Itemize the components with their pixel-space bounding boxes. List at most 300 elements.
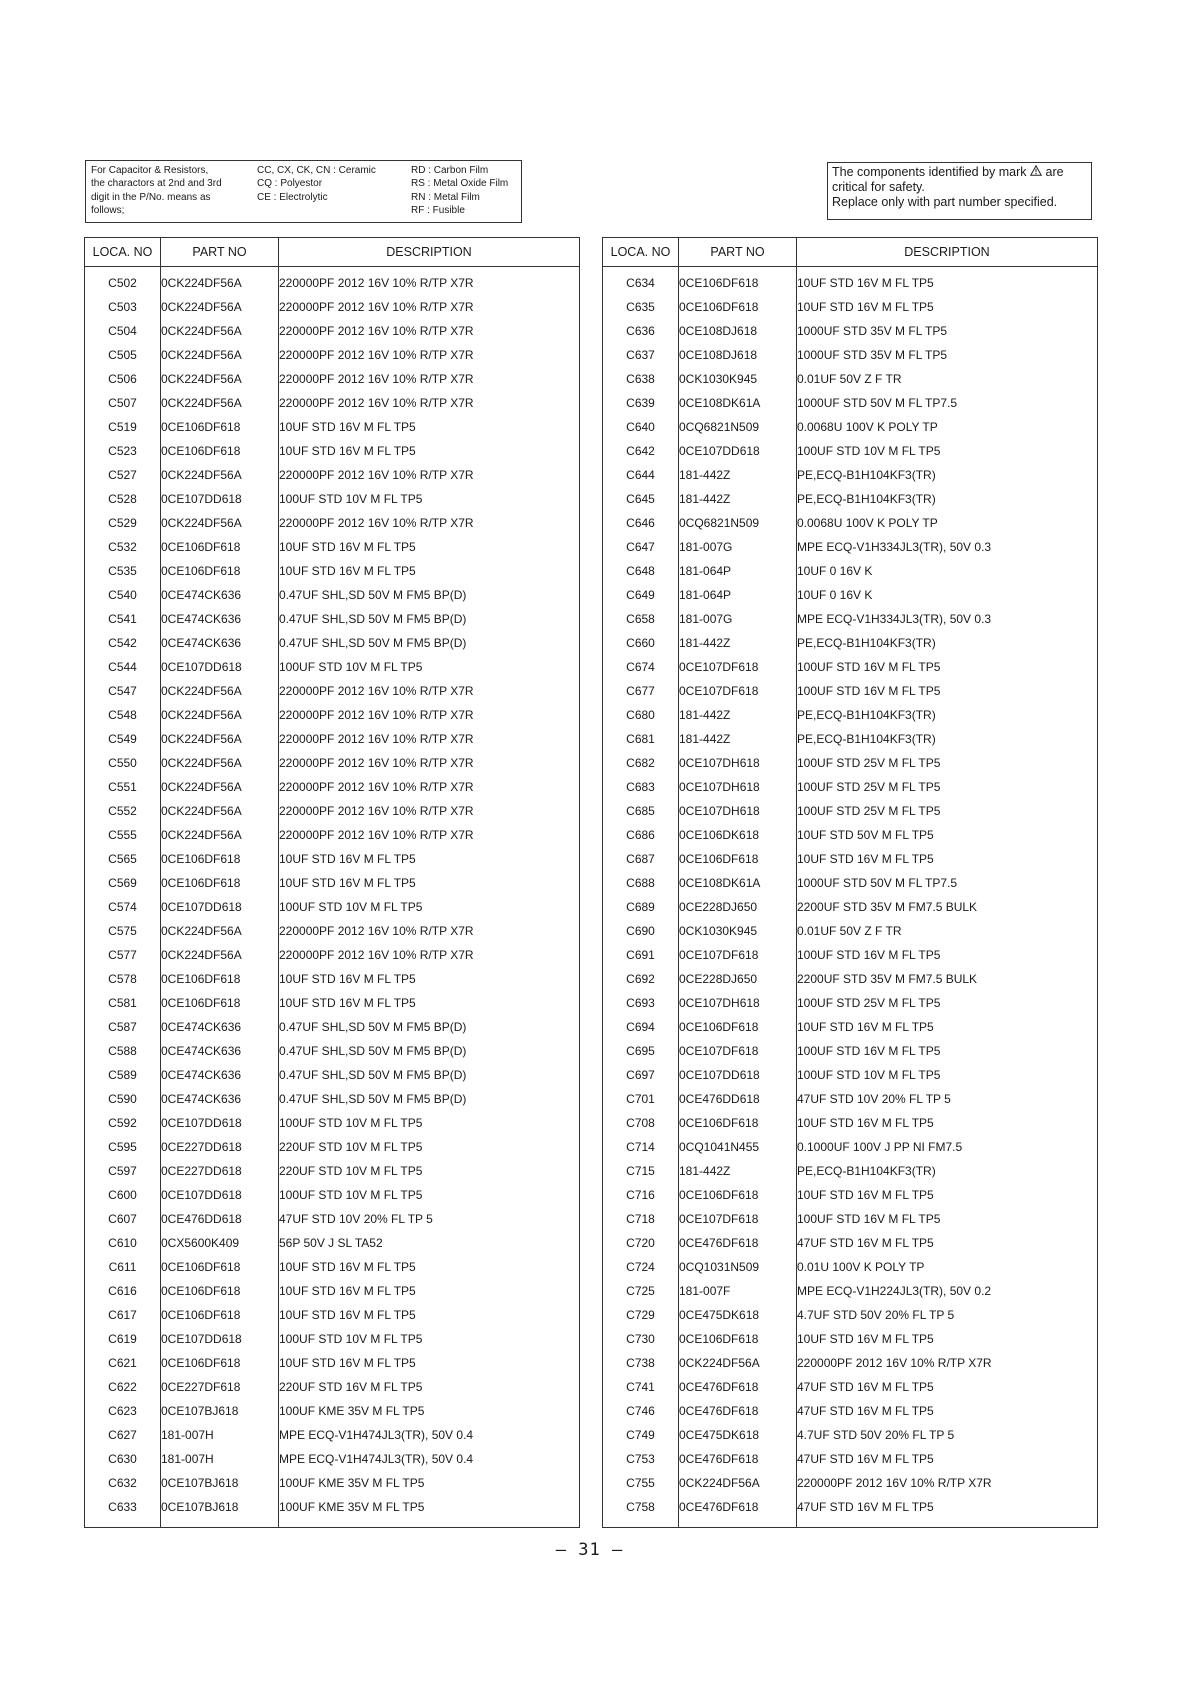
loca-no-cell: C708 [603,1111,679,1135]
part-no-cell: 0CQ1041N455 [679,1135,797,1159]
part-no-cell: 181-442Z [679,727,797,751]
part-no-cell: 0CE476DF618 [679,1399,797,1423]
table-row [85,1039,580,1063]
description-cell: 100UF KME 35V M FL TP5 [279,1471,580,1495]
part-no-cell: 0CK224DF56A [161,319,279,343]
part-no-cell: 0CE107DH618 [679,751,797,775]
description-cell: 220000PF 2012 16V 10% R/TP X7R [279,943,580,967]
part-no-cell: 0CE107DD618 [161,1111,279,1135]
description-cell: 47UF STD 16V M FL TP5 [797,1447,1098,1471]
part-no-cell: 0CQ6821N509 [679,415,797,439]
part-no-cell: 0CK224DF56A [161,267,279,296]
part-no-cell: 0CK224DF56A [161,727,279,751]
part-no-cell: 0CE107BJ618 [161,1495,279,1528]
part-no-cell: 0CE474CK636 [161,1087,279,1111]
part-no-cell: 0CE474CK636 [161,583,279,607]
description-cell: 220000PF 2012 16V 10% R/TP X7R [279,511,580,535]
part-no-cell: 0CE107DF618 [679,1207,797,1231]
table-row [603,1039,1098,1063]
loca-no-cell: C578 [85,967,161,991]
table-row [603,267,1098,296]
column-header-part-no: PART NO [161,238,279,267]
legend-code: RF : Fusible [411,205,465,217]
part-no-cell: 0CE476DF618 [679,1375,797,1399]
description-cell: 0.47UF SHL,SD 50V M FM5 BP(D) [279,1015,580,1039]
loca-no-cell: C627 [85,1423,161,1447]
table-row [85,267,580,296]
description-cell: 1000UF STD 50V M FL TP7.5 [797,391,1098,415]
part-no-cell: 0CE107DH618 [679,775,797,799]
description-cell: MPE ECQ-V1H474JL3(TR), 50V 0.4 [279,1447,580,1471]
part-no-cell: 0CE106DF618 [161,559,279,583]
table-row [85,1159,580,1183]
part-no-cell: 0CK224DF56A [161,703,279,727]
description-cell: 10UF STD 16V M FL TP5 [279,535,580,559]
loca-no-cell: C540 [85,583,161,607]
loca-no-cell: C646 [603,511,679,535]
description-cell: 220000PF 2012 16V 10% R/TP X7R [279,391,580,415]
loca-no-cell: C616 [85,1279,161,1303]
loca-no-cell: C634 [603,267,679,296]
loca-no-cell: C686 [603,823,679,847]
description-cell: 220000PF 2012 16V 10% R/TP X7R [279,799,580,823]
loca-no-cell: C589 [85,1063,161,1087]
table-row [85,1351,580,1375]
part-no-cell: 0CK224DF56A [679,1471,797,1495]
table-row [85,1111,580,1135]
loca-no-cell: C622 [85,1375,161,1399]
loca-no-cell: C725 [603,1279,679,1303]
part-no-cell: 0CE475DK618 [679,1423,797,1447]
loca-no-cell: C715 [603,1159,679,1183]
loca-no-cell: C555 [85,823,161,847]
description-cell: 10UF STD 16V M FL TP5 [797,1327,1098,1351]
table-row [85,1471,580,1495]
part-no-cell: 0CK224DF56A [161,343,279,367]
part-no-cell: 0CK224DF56A [161,919,279,943]
description-cell: 4.7UF STD 50V 20% FL TP 5 [797,1303,1098,1327]
legend-intro-line: the charactors at 2nd and 3rd [91,178,222,190]
table-row [603,1207,1098,1231]
part-no-cell: 0CE107DD618 [679,1063,797,1087]
table-row [85,1279,580,1303]
description-cell: 100UF STD 10V M FL TP5 [279,655,580,679]
loca-no-cell: C590 [85,1087,161,1111]
table-row [85,1375,580,1399]
loca-no-cell: C729 [603,1303,679,1327]
loca-no-cell: C587 [85,1015,161,1039]
part-no-cell: 0CE228DJ650 [679,967,797,991]
loca-no-cell: C714 [603,1135,679,1159]
loca-no-cell: C633 [85,1495,161,1528]
loca-no-cell: C674 [603,655,679,679]
part-no-cell: 0CE476DF618 [679,1495,797,1528]
part-no-cell: 0CE106DF618 [679,847,797,871]
part-no-cell: 0CE474CK636 [161,631,279,655]
loca-no-cell: C630 [85,1447,161,1471]
part-no-cell: 0CE107DD618 [161,1327,279,1351]
description-cell: 0.47UF SHL,SD 50V M FM5 BP(D) [279,631,580,655]
description-cell: 10UF STD 16V M FL TP5 [797,267,1098,296]
part-no-cell: 0CE107DD618 [161,895,279,919]
description-cell: 47UF STD 10V 20% FL TP 5 [797,1087,1098,1111]
loca-no-cell: C690 [603,919,679,943]
loca-no-cell: C504 [85,319,161,343]
column-header-loca-no: LOCA. NO [603,238,679,267]
loca-no-cell: C574 [85,895,161,919]
loca-no-cell: C644 [603,463,679,487]
table-row [603,895,1098,919]
description-cell: 100UF STD 10V M FL TP5 [279,1183,580,1207]
table-row [603,1111,1098,1135]
loca-no-cell: C502 [85,267,161,296]
table-row [603,1183,1098,1207]
part-no-cell: 0CQ1031N509 [679,1255,797,1279]
table-row [85,775,580,799]
part-no-cell: 0CK224DF56A [161,823,279,847]
loca-no-cell: C688 [603,871,679,895]
description-cell: 2200UF STD 35V M FM7.5 BULK [797,967,1098,991]
table-row [85,1255,580,1279]
loca-no-cell: C528 [85,487,161,511]
parts-table-right [602,237,1098,1528]
description-cell: 100UF STD 25V M FL TP5 [797,799,1098,823]
part-no-cell: 0CE106DF618 [161,991,279,1015]
description-cell: 10UF STD 16V M FL TP5 [797,295,1098,319]
loca-no-cell: C746 [603,1399,679,1423]
loca-no-cell: C639 [603,391,679,415]
part-no-cell: 0CK224DF56A [161,511,279,535]
table-row [85,991,580,1015]
description-cell: 0.0068U 100V K POLY TP [797,511,1098,535]
loca-no-cell: C755 [603,1471,679,1495]
part-no-cell: 0CE107DD618 [161,655,279,679]
table-row [85,535,580,559]
description-cell: 10UF STD 16V M FL TP5 [279,415,580,439]
table-row [603,319,1098,343]
description-cell: PE,ECQ-B1H104KF3(TR) [797,1159,1098,1183]
legend-code: RD : Carbon Film [411,165,489,176]
description-cell: 10UF STD 16V M FL TP5 [279,991,580,1015]
part-no-cell: 0CE106DF618 [161,1351,279,1375]
table-row [603,1159,1098,1183]
table-row [85,919,580,943]
loca-no-cell: C658 [603,607,679,631]
table-row [85,967,580,991]
description-cell: 10UF STD 16V M FL TP5 [279,967,580,991]
part-no-cell: 0CK224DF56A [161,391,279,415]
description-cell: 10UF STD 16V M FL TP5 [797,1111,1098,1135]
loca-no-cell: C701 [603,1087,679,1111]
loca-no-cell: C724 [603,1255,679,1279]
description-cell: 10UF STD 16V M FL TP5 [279,1351,580,1375]
table-row [85,343,580,367]
table-row [603,1063,1098,1087]
table-row [603,511,1098,535]
table-row [603,463,1098,487]
loca-no-cell: C738 [603,1351,679,1375]
description-cell: 2200UF STD 35V M FM7.5 BULK [797,895,1098,919]
table-row [603,1255,1098,1279]
description-cell: 220000PF 2012 16V 10% R/TP X7R [279,267,580,296]
table-row [85,655,580,679]
loca-no-cell: C635 [603,295,679,319]
loca-no-cell: C565 [85,847,161,871]
safety-notice [827,162,1092,220]
loca-no-cell: C730 [603,1327,679,1351]
table-row [603,919,1098,943]
description-cell: 220000PF 2012 16V 10% R/TP X7R [797,1351,1098,1375]
loca-no-cell: C611 [85,1255,161,1279]
description-cell: 220UF STD 10V M FL TP5 [279,1159,580,1183]
description-cell: 0.47UF SHL,SD 50V M FM5 BP(D) [279,607,580,631]
part-no-cell: 0CE106DF618 [161,1303,279,1327]
description-cell: 1000UF STD 50V M FL TP7.5 [797,871,1098,895]
part-no-cell: 0CE476DD618 [161,1207,279,1231]
column-header-loca-no: LOCA. NO [85,238,161,267]
part-no-cell: 0CE476DD618 [679,1087,797,1111]
table-row [603,871,1098,895]
description-cell: 10UF STD 16V M FL TP5 [279,1255,580,1279]
table-row [85,1231,580,1255]
description-cell: 220UF STD 16V M FL TP5 [279,1375,580,1399]
part-no-cell: 0CK224DF56A [161,799,279,823]
description-cell: 100UF STD 16V M FL TP5 [797,1039,1098,1063]
table-row [603,991,1098,1015]
table-row [85,559,580,583]
table-row [603,775,1098,799]
description-cell: 10UF STD 16V M FL TP5 [279,1279,580,1303]
loca-no-cell: C758 [603,1495,679,1528]
loca-no-cell: C640 [603,415,679,439]
description-cell: 47UF STD 10V 20% FL TP 5 [279,1207,580,1231]
loca-no-cell: C680 [603,703,679,727]
part-no-cell: 0CK224DF56A [161,751,279,775]
loca-no-cell: C623 [85,1399,161,1423]
legend-code: RN : Metal Film [411,191,480,203]
loca-no-cell: C550 [85,751,161,775]
part-no-cell: 0CE107DD618 [161,1183,279,1207]
table-row [85,751,580,775]
table-row [603,1327,1098,1351]
part-no-cell: 0CE106DF618 [679,1327,797,1351]
table-row [85,631,580,655]
description-cell: 10UF STD 16V M FL TP5 [797,1015,1098,1039]
part-no-cell: 181-442Z [679,487,797,511]
loca-no-cell: C720 [603,1231,679,1255]
capacitor-resistor-legend [85,160,522,223]
loca-no-cell: C551 [85,775,161,799]
legend-intro [91,164,235,218]
part-no-cell: 0CE106DF618 [161,535,279,559]
table-header-row [85,238,580,267]
description-cell: 1000UF STD 35V M FL TP5 [797,319,1098,343]
description-cell: PE,ECQ-B1H104KF3(TR) [797,727,1098,751]
table-row [85,703,580,727]
loca-no-cell: C607 [85,1207,161,1231]
description-cell: 0.01UF 50V Z F TR [797,919,1098,943]
legend-code: RS : Metal Oxide Film [411,178,509,190]
loca-no-cell: C683 [603,775,679,799]
part-no-cell: 0CE106DF618 [161,871,279,895]
part-no-cell: 0CE227DD618 [161,1159,279,1183]
table-row [85,1063,580,1087]
table-row [603,1231,1098,1255]
description-cell: 56P 50V J SL TA52 [279,1231,580,1255]
table-row [85,1495,580,1528]
table-row [603,727,1098,751]
part-no-cell: 0CE107BJ618 [161,1471,279,1495]
part-no-cell: 181-442Z [679,463,797,487]
table-row [603,1375,1098,1399]
loca-no-cell: C529 [85,511,161,535]
part-no-cell: 0CE107DD618 [679,439,797,463]
loca-no-cell: C507 [85,391,161,415]
safety-notice-line-1 [832,165,1087,180]
table-row [603,703,1098,727]
loca-no-cell: C642 [603,439,679,463]
table-row [603,1423,1098,1447]
description-cell: 0.01UF 50V Z F TR [797,367,1098,391]
legend-resistor-codes [411,164,521,218]
loca-no-cell: C687 [603,847,679,871]
table-row [603,847,1098,871]
part-no-cell: 181-442Z [679,1159,797,1183]
table-row [85,1207,580,1231]
table-row [85,1015,580,1039]
table-row [603,607,1098,631]
part-no-cell: 0CK224DF56A [161,679,279,703]
description-cell: 100UF STD 10V M FL TP5 [797,1063,1098,1087]
description-cell: 10UF STD 16V M FL TP5 [797,1183,1098,1207]
loca-no-cell: C597 [85,1159,161,1183]
description-cell: 10UF 0 16V K [797,559,1098,583]
legend-intro-line: follows; [91,205,125,217]
description-cell: 220000PF 2012 16V 10% R/TP X7R [279,343,580,367]
loca-no-cell: C660 [603,631,679,655]
loca-no-cell: C527 [85,463,161,487]
table-row [603,583,1098,607]
column-header-part-no: PART NO [679,238,797,267]
part-no-cell: 0CK224DF56A [161,775,279,799]
part-no-cell: 0CE476DF618 [679,1231,797,1255]
loca-no-cell: C697 [603,1063,679,1087]
loca-no-cell: C600 [85,1183,161,1207]
legend-code: CQ : Polyestor [257,178,323,190]
description-cell: 220000PF 2012 16V 10% R/TP X7R [279,919,580,943]
description-cell: 100UF STD 10V M FL TP5 [279,487,580,511]
loca-no-cell: C632 [85,1471,161,1495]
loca-no-cell: C595 [85,1135,161,1159]
description-cell: 220000PF 2012 16V 10% R/TP X7R [279,751,580,775]
table-row [603,535,1098,559]
table-row [85,1087,580,1111]
part-no-cell: 0CE108DK61A [679,391,797,415]
part-no-cell: 0CE107DF618 [679,655,797,679]
part-no-cell: 0CE227DD618 [161,1135,279,1159]
table-row [85,1423,580,1447]
description-cell: MPE ECQ-V1H474JL3(TR), 50V 0.4 [279,1423,580,1447]
table-row [603,967,1098,991]
description-cell: 220000PF 2012 16V 10% R/TP X7R [279,823,580,847]
loca-no-cell: C692 [603,967,679,991]
loca-no-cell: C648 [603,559,679,583]
loca-no-cell: C647 [603,535,679,559]
loca-no-cell: C753 [603,1447,679,1471]
description-cell: 100UF STD 16V M FL TP5 [797,1207,1098,1231]
description-cell: 10UF STD 16V M FL TP5 [279,847,580,871]
loca-no-cell: C503 [85,295,161,319]
description-cell: 10UF STD 16V M FL TP5 [279,439,580,463]
description-cell: 4.7UF STD 50V 20% FL TP 5 [797,1423,1098,1447]
part-no-cell: 0CK224DF56A [161,367,279,391]
description-cell: MPE ECQ-V1H334JL3(TR), 50V 0.3 [797,607,1098,631]
legend-code: CC, CX, CK, CN : Ceramic [257,165,376,176]
description-cell: 100UF STD 10V M FL TP5 [797,439,1098,463]
description-cell: 100UF STD 16V M FL TP5 [797,943,1098,967]
loca-no-cell: C621 [85,1351,161,1375]
description-cell: 100UF STD 16V M FL TP5 [797,679,1098,703]
table-row [85,1303,580,1327]
part-no-cell: 0CE106DK618 [679,823,797,847]
table-row [85,415,580,439]
description-cell: 220000PF 2012 16V 10% R/TP X7R [279,703,580,727]
description-cell: 47UF STD 16V M FL TP5 [797,1399,1098,1423]
part-no-cell: 0CK224DF56A [679,1351,797,1375]
table-row [603,655,1098,679]
table-row [85,871,580,895]
part-no-cell: 0CE106DF618 [161,1255,279,1279]
part-no-cell: 0CE106DF618 [161,415,279,439]
loca-no-cell: C569 [85,871,161,895]
loca-no-cell: C695 [603,1039,679,1063]
table-row [85,295,580,319]
part-no-cell: 181-007G [679,607,797,631]
loca-no-cell: C636 [603,319,679,343]
safety-notice-text: The components identified by mark [832,165,1027,179]
table-row [603,391,1098,415]
loca-no-cell: C638 [603,367,679,391]
column-header-description: DESCRIPTION [797,238,1098,267]
part-no-cell: 0CK1030K945 [679,367,797,391]
table-row [85,1327,580,1351]
description-cell: PE,ECQ-B1H104KF3(TR) [797,631,1098,655]
part-no-cell: 0CE106DF618 [161,967,279,991]
description-cell: 220000PF 2012 16V 10% R/TP X7R [279,295,580,319]
description-cell: PE,ECQ-B1H104KF3(TR) [797,703,1098,727]
loca-no-cell: C637 [603,343,679,367]
description-cell: 0.47UF SHL,SD 50V M FM5 BP(D) [279,1087,580,1111]
safety-notice-line-3: Replace only with part number specified. [832,195,1058,209]
description-cell: 10UF STD 16V M FL TP5 [797,847,1098,871]
table-row [85,1399,580,1423]
table-row [603,367,1098,391]
description-cell: 100UF STD 25V M FL TP5 [797,991,1098,1015]
loca-no-cell: C682 [603,751,679,775]
page-number: – 31 – [555,1540,624,1560]
part-no-cell: 181-007H [161,1447,279,1471]
legend-intro-line: digit in the P/No. means as [91,191,211,203]
table-row [603,1015,1098,1039]
description-cell: 47UF STD 16V M FL TP5 [797,1495,1098,1528]
table-row [603,1399,1098,1423]
description-cell: 1000UF STD 35V M FL TP5 [797,343,1098,367]
description-cell: 0.0068U 100V K POLY TP [797,415,1098,439]
loca-no-cell: C519 [85,415,161,439]
part-no-cell: 0CE107DH618 [679,799,797,823]
table-row [603,1447,1098,1471]
loca-no-cell: C691 [603,943,679,967]
